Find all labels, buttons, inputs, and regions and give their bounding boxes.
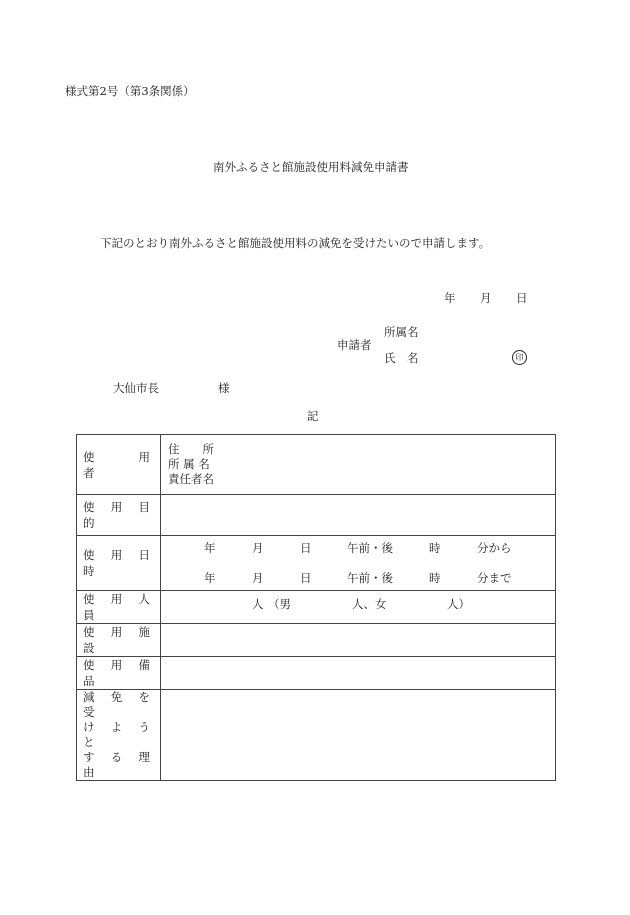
label-purpose: 使 用 目 的 bbox=[77, 495, 161, 536]
people-close: 人） bbox=[447, 597, 470, 611]
end-year: 年 bbox=[204, 571, 216, 585]
datetime-value[interactable] bbox=[161, 536, 556, 591]
reason-value[interactable] bbox=[161, 690, 556, 781]
end-ampm: 午前・後 bbox=[347, 571, 393, 585]
date-month: 月 bbox=[480, 291, 492, 305]
end-minute: 分まで bbox=[477, 571, 512, 585]
facility-value[interactable] bbox=[161, 624, 556, 657]
people-male: （男 bbox=[268, 597, 291, 611]
label-datetime: 使 用 日 時 bbox=[77, 536, 161, 591]
start-month: 月 bbox=[252, 541, 264, 555]
form-number: 様式第2号（第3条関係） bbox=[65, 84, 195, 98]
applicant-label: 申請者 bbox=[337, 338, 372, 352]
start-ampm: 午前・後 bbox=[347, 541, 393, 555]
row-datetime bbox=[77, 536, 556, 591]
label-facility: 使 用 施 設 bbox=[77, 624, 161, 657]
row-user bbox=[77, 435, 556, 495]
start-day: 日 bbox=[300, 541, 312, 555]
intro-text: 下記のとおり南外ふるさと館施設使用料の減免を受けたいので申請します。 bbox=[100, 236, 491, 250]
end-hour: 時 bbox=[429, 571, 441, 585]
row-people bbox=[77, 591, 556, 624]
label-equipment: 使 用 備 品 bbox=[77, 657, 161, 690]
people-total: 人 bbox=[252, 597, 264, 611]
row-facility bbox=[77, 624, 556, 657]
row-equipment bbox=[77, 657, 556, 690]
affiliation-label: 所属名 bbox=[384, 325, 419, 339]
end-day: 日 bbox=[300, 571, 312, 585]
document-title: 南外ふるさと館施設使用料減免申請書 bbox=[213, 160, 409, 174]
label-user: 使 用 者 bbox=[77, 435, 161, 495]
end-month: 月 bbox=[252, 571, 264, 585]
date-day: 日 bbox=[516, 291, 528, 305]
start-year: 年 bbox=[204, 541, 216, 555]
user-fields[interactable] bbox=[161, 435, 556, 495]
row-reason bbox=[77, 690, 556, 781]
ki-heading: 記 bbox=[307, 409, 319, 423]
row-purpose bbox=[77, 495, 556, 536]
purpose-value[interactable] bbox=[161, 495, 556, 536]
people-value[interactable] bbox=[161, 591, 556, 624]
label-reason: 減 免 を 受 け よ う と す る 理 由 bbox=[77, 690, 161, 781]
people-female: 人、女 bbox=[352, 597, 387, 611]
date-year: 年 bbox=[444, 291, 456, 305]
name-label: 氏 名 bbox=[384, 351, 419, 365]
equipment-value[interactable] bbox=[161, 657, 556, 690]
seal-icon: 印 bbox=[512, 350, 527, 365]
field-responsible: 責任者名 bbox=[168, 472, 214, 486]
label-people: 使 用 人 員 bbox=[77, 591, 161, 624]
start-hour: 時 bbox=[429, 541, 441, 555]
application-table bbox=[76, 434, 556, 781]
addressee-honorific: 様 bbox=[218, 381, 230, 395]
addressee: 大仙市長 bbox=[113, 381, 159, 395]
field-affiliation: 所 属 名 bbox=[168, 457, 210, 471]
field-address: 住 所 bbox=[168, 442, 214, 456]
start-minute: 分から bbox=[477, 541, 512, 555]
